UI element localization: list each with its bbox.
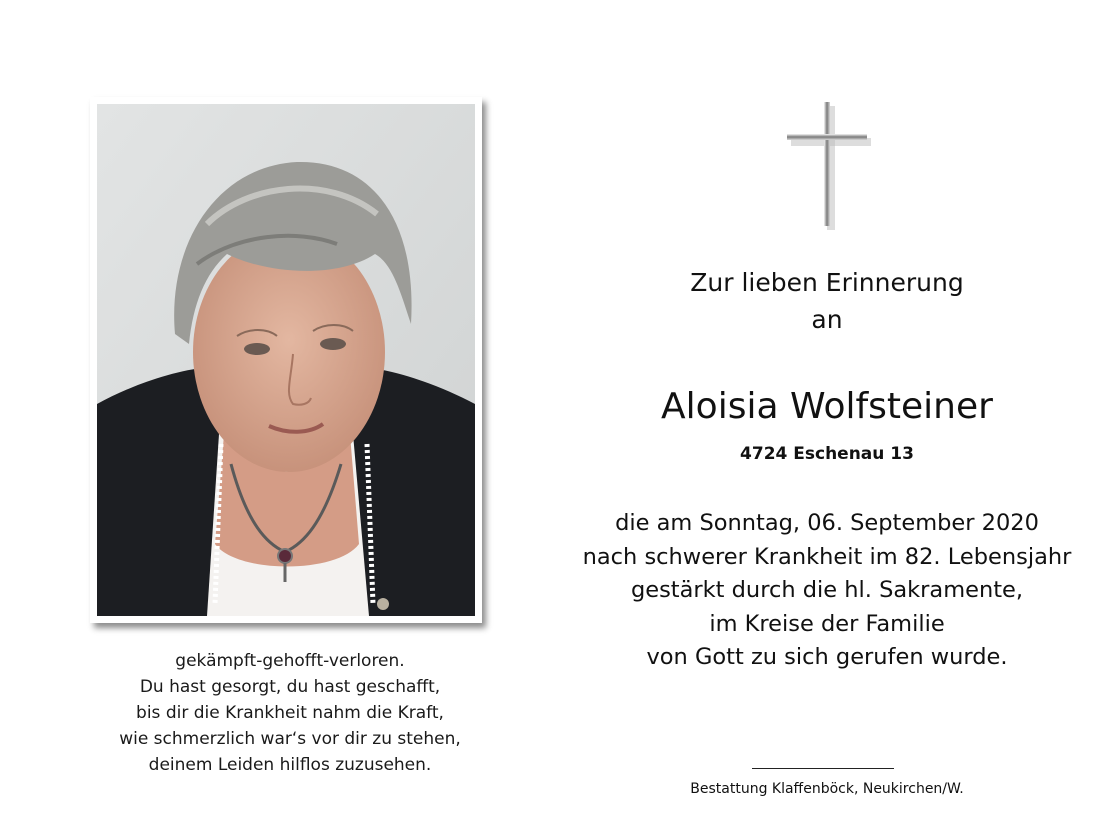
address: 4724 Eschenau 13 [740, 444, 914, 464]
memory-heading [560, 264, 1094, 338]
death-notice [560, 507, 1094, 675]
poem-line: bis dir die Krankheit nahm die Kraft, [136, 703, 444, 723]
poem-line: deinem Leiden hilflos zuzusehen. [148, 755, 432, 775]
portrait-photo [97, 104, 475, 616]
notice-line: nach schwerer Krankheit im 82. Lebensjahr [582, 543, 1072, 570]
deceased-name: Aloisia Wolfsteiner [661, 386, 993, 427]
poem-line: Du hast gesorgt, du hast geschafft, [139, 677, 441, 697]
cross-icon [787, 102, 873, 232]
photo-frame [90, 97, 482, 623]
poem-line: wie schmerzlich war‘s vor dir zu stehen, [119, 729, 461, 749]
notice-line: im Kreise der Familie [709, 610, 945, 637]
memory-line: an [811, 305, 843, 334]
portrait-illustration [97, 104, 475, 616]
divider [752, 768, 894, 769]
undertaker: Bestattung Klaffenböck, Neukirchen/W. [690, 781, 964, 797]
poem [60, 648, 520, 778]
notice-line: von Gott zu sich gerufen wurde. [646, 644, 1008, 670]
notice-line: gestärkt durch die hl. Sakramente, [630, 577, 1024, 603]
poem-line: gekämpft-gehofft-verloren. [175, 651, 405, 671]
notice-line: die am Sonntag, 06. September 2020 [615, 510, 1039, 536]
memory-line: Zur lieben Erinnerung [690, 268, 964, 297]
